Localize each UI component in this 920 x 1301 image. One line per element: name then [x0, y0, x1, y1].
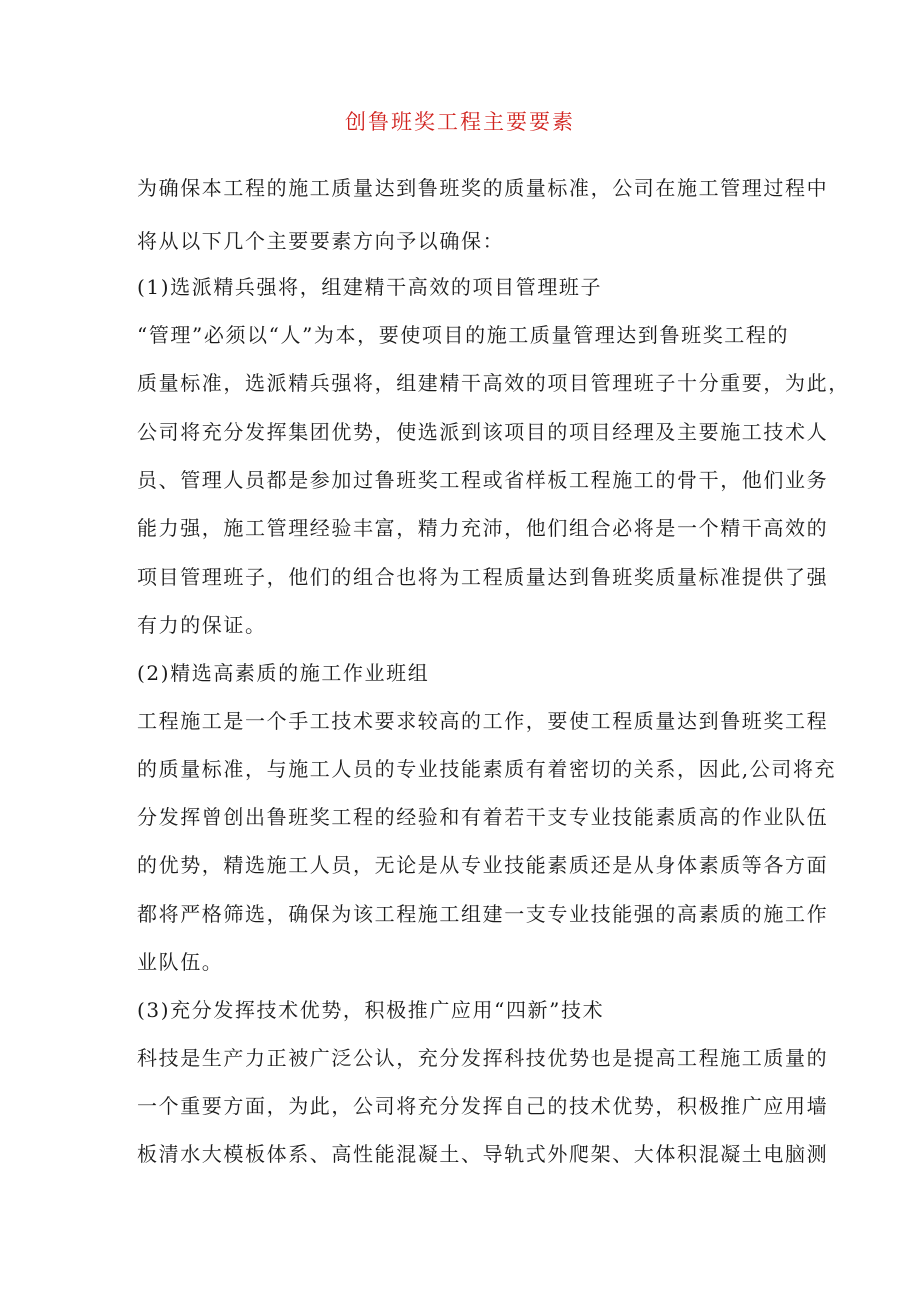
paragraph-line: 公司将充分发挥集团优势，使选派到该项目的项目经理及主要施工技术人 — [137, 420, 829, 444]
section-heading: (1)选派精兵强将，组建精干高效的项目管理班子 — [137, 275, 603, 299]
paragraph-line: “管理”必须以“人”为本，要使项目的施工质量管理达到鲁班奖工程的 — [137, 323, 790, 347]
paragraph-line: 工程施工是一个手工技术要求较高的工作，要使工程质量达到鲁班奖工程 — [137, 709, 829, 733]
paragraph-line: 业队伍。 — [137, 950, 224, 974]
paragraph-line: 分发挥曾创出鲁班奖工程的经验和有着若干支专业技能素质高的作业队伍 — [137, 805, 829, 829]
section-heading: (2)精选高素质的施工作业班组 — [137, 661, 430, 685]
paragraph-line: 能力强，施工管理经验丰富，精力充沛，他们组合必将是一个精干高效的 — [137, 516, 829, 540]
paragraph-line: 员、管理人员都是参加过鲁班奖工程或省样板工程施工的骨干，他们业务 — [137, 468, 829, 492]
section-heading: (3)充分发挥技术优势，积极推广应用“四新”技术 — [137, 998, 605, 1022]
paragraph-line: 科技是生产力正被广泛公认，充分发挥科技优势也是提高工程施工质量的 — [137, 1046, 829, 1070]
paragraph-line: 有力的保证。 — [137, 613, 267, 637]
document-title: 创鲁班奖工程主要要素 — [345, 110, 575, 134]
paragraph-line: 都将严格筛选，确保为该工程施工组建一支专业技能强的高素质的施工作 — [137, 902, 829, 926]
paragraph-line: 将从以下几个主要要素方向予以确保： — [137, 229, 505, 253]
paragraph-line: 板清水大模板体系、高性能混凝土、导轨式外爬架、大体积混凝土电脑测 — [137, 1142, 829, 1166]
paragraph-line: 项目管理班子，他们的组合也将为工程质量达到鲁班奖质量标准提供了强 — [137, 565, 829, 589]
paragraph-line: 质量标准，选派精兵强将，组建精干高效的项目管理班子十分重要，为此， — [137, 371, 850, 395]
paragraph-line: 一个重要方面，为此，公司将充分发挥自己的技术优势，积极推广应用墙 — [137, 1094, 829, 1118]
paragraph-line: 为确保本工程的施工质量达到鲁班奖的质量标准，公司在施工管理过程中 — [137, 176, 829, 200]
paragraph-line: 的质量标准，与施工人员的专业技能素质有着密切的关系，因此,公司将充 — [137, 757, 837, 781]
paragraph-line: 的优势，精选施工人员，无论是从专业技能素质还是从身体素质等各方面 — [137, 853, 829, 877]
